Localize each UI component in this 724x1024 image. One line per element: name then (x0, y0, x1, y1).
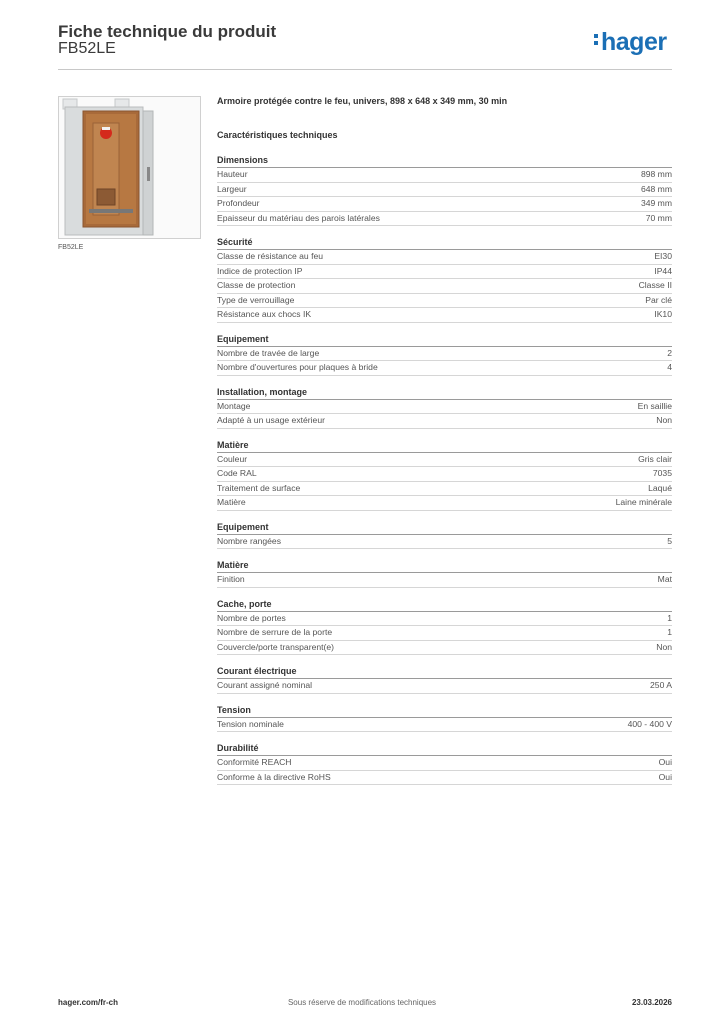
spec-row (217, 496, 672, 511)
spec-value: Classe II (638, 280, 672, 290)
spec-label: Couvercle/porte transparent(e) (217, 641, 335, 652)
spec-row (217, 718, 672, 733)
spec-value: Gris clair (638, 453, 672, 464)
spec-value: Laine minérale (615, 497, 672, 507)
spec-label: Classe de protection (217, 280, 296, 290)
spec-content (217, 94, 672, 785)
spec-label: Largeur (217, 183, 247, 194)
section-title: Durabilité (217, 742, 672, 756)
spec-value: 1 (667, 612, 672, 623)
spec-row (217, 250, 672, 265)
spec-row (217, 400, 672, 415)
spec-row (217, 612, 672, 627)
spec-value: Non (656, 641, 672, 652)
spec-section (217, 333, 672, 376)
product-image (58, 96, 201, 239)
section-title: Courant électrique (217, 665, 672, 679)
spec-section (217, 704, 672, 733)
section-title: Cache, porte (217, 598, 672, 612)
section-title: Equipement (217, 521, 672, 535)
spec-label: Code RAL (217, 468, 257, 478)
spec-row (217, 535, 672, 550)
footer-website: hager.com/fr-ch (58, 998, 119, 1007)
section-title: Equipement (217, 333, 672, 347)
spec-value: 250 A (650, 680, 672, 690)
page-title: Fiche technique du produit (58, 22, 277, 41)
spec-row (217, 467, 672, 482)
spec-section (217, 521, 672, 550)
section-title: Sécurité (217, 236, 672, 250)
spec-label: Finition (217, 574, 245, 584)
spec-label: Profondeur (217, 198, 260, 208)
product-description: Armoire protégée contre le feu, univers, 898 x 648 x 349 mm, 30 min (217, 96, 508, 106)
spec-value: EI30 (654, 251, 672, 261)
section-title: Dimensions (217, 154, 672, 168)
spec-row (217, 197, 672, 212)
spec-label: Nombre de serrure de la porte (217, 627, 333, 637)
spec-row (217, 347, 672, 362)
hager-logo (594, 28, 667, 57)
spec-label: Nombre de travée de large (217, 347, 320, 358)
spec-label: Résistance aux chocs IK (217, 309, 312, 319)
spec-label: Nombre de portes (217, 612, 286, 623)
spec-label: Traitement de surface (217, 482, 301, 493)
spec-value: 349 mm (640, 198, 672, 208)
spec-value: Non (656, 415, 672, 425)
section-title: Installation, montage (217, 386, 672, 400)
spec-value: En saillie (637, 400, 672, 411)
logo-text: hager (601, 28, 667, 56)
spec-label: Conforme à la directive RoHS (217, 771, 331, 782)
spec-label: Conformité REACH (217, 757, 292, 767)
spec-label: Type de verrouillage (217, 294, 295, 305)
spec-label: Couleur (217, 453, 248, 464)
spec-label: Nombre rangées (217, 535, 282, 546)
section-title: Matière (217, 559, 672, 573)
spec-value: 1 (667, 627, 672, 637)
spec-label: Classe de résistance au feu (217, 251, 324, 261)
spec-label: Hauteur (217, 169, 248, 179)
spec-section (217, 386, 672, 429)
spec-row (217, 756, 672, 771)
spec-row (217, 361, 672, 376)
spec-section (217, 439, 672, 511)
section-heading: Caractéristiques techniques (217, 130, 338, 140)
spec-value: IP44 (654, 265, 672, 276)
spec-label: Nombre d'ouvertures pour plaques à bride (217, 362, 378, 372)
spec-row (217, 641, 672, 656)
spec-value: 7035 (652, 468, 672, 478)
spec-label: Montage (217, 400, 251, 411)
spec-row (217, 414, 672, 429)
spec-value: Mat (657, 574, 672, 584)
header-divider (58, 69, 672, 70)
spec-value: 2 (667, 347, 672, 358)
spec-sections (217, 154, 672, 785)
spec-row (217, 212, 672, 227)
spec-value: Par clé (645, 294, 672, 305)
spec-value: IK10 (654, 309, 672, 319)
spec-row (217, 168, 672, 183)
spec-label: Matière (217, 497, 246, 507)
section-title: Tension (217, 704, 672, 718)
spec-row (217, 183, 672, 198)
spec-row (217, 626, 672, 641)
section-title: Matière (217, 439, 672, 453)
spec-value: Oui (658, 771, 672, 782)
logo-dots-icon (594, 31, 599, 48)
spec-value: 4 (667, 362, 672, 372)
image-caption: FB52LE (58, 244, 84, 251)
spec-value: 5 (667, 535, 672, 546)
spec-value: Laqué (648, 482, 672, 493)
spec-label: Indice de protection IP (217, 265, 303, 276)
spec-value: 400 - 400 V (627, 718, 672, 729)
spec-label: Tension nominale (217, 718, 284, 729)
fire-cabinet-illustration (59, 97, 200, 238)
spec-row (217, 573, 672, 588)
spec-row (217, 679, 672, 694)
spec-label: Courant assigné nominal (217, 680, 313, 690)
spec-row (217, 294, 672, 309)
spec-section (217, 154, 672, 226)
spec-row (217, 265, 672, 280)
spec-section (217, 598, 672, 656)
spec-row (217, 482, 672, 497)
spec-value: 70 mm (645, 212, 672, 223)
spec-section (217, 236, 672, 323)
spec-label: Adapté à un usage extérieur (217, 415, 325, 425)
spec-value: 898 mm (640, 169, 672, 179)
spec-label: Epaisseur du matériau des parois latérales (217, 212, 380, 223)
spec-row (217, 279, 672, 294)
spec-section (217, 559, 672, 588)
footer-date: 23.03.2026 (631, 998, 672, 1007)
spec-row (217, 308, 672, 323)
footer-notice: Sous réserve de modifications techniques (287, 998, 437, 1007)
spec-row (217, 771, 672, 786)
spec-value: Oui (658, 757, 672, 767)
spec-section (217, 665, 672, 694)
spec-row (217, 453, 672, 468)
spec-value: 648 mm (640, 183, 672, 194)
spec-section (217, 742, 672, 785)
product-code: FB52LE (58, 40, 116, 57)
